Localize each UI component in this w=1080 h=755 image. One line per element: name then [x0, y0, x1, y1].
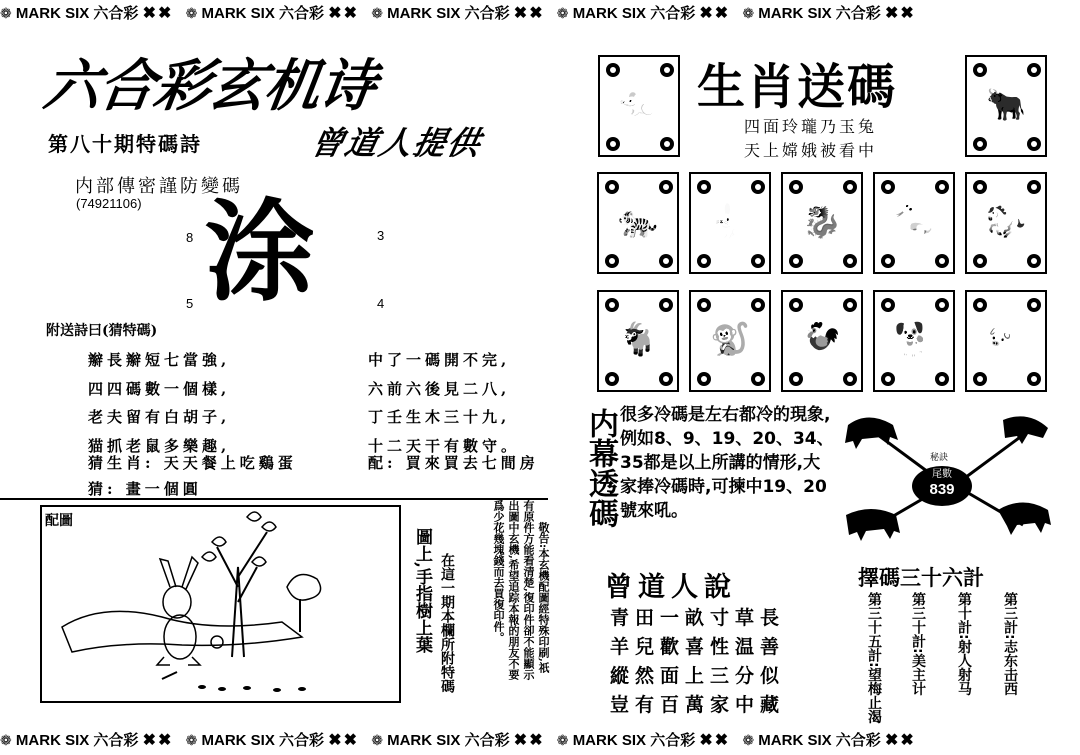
- card-corner-dot: [843, 254, 857, 268]
- card-corner-dot: [751, 254, 765, 268]
- section-divider: [0, 498, 548, 500]
- saying-line: 縱然面上三分似: [610, 665, 786, 687]
- cross-icon: ✖✖: [513, 732, 545, 749]
- poem-line: 四四碼數一個樣,: [88, 379, 231, 398]
- brand-cjk: 六合彩: [835, 4, 881, 22]
- corner-number-br: 4: [377, 296, 385, 311]
- strategy-item: 第三十計:美主计: [910, 592, 926, 696]
- cross-icon: ✖✖: [328, 732, 360, 749]
- poem-line: 猫抓老鼠多樂趣,: [88, 436, 231, 455]
- saying-verse: [610, 604, 785, 720]
- picture-caption-1: 在這一期本欄所附特碼: [439, 553, 455, 693]
- brand-text: MARK SIX: [201, 5, 275, 22]
- brand-text: MARK SIX: [201, 732, 275, 749]
- cross-icon: ✖✖: [884, 732, 916, 749]
- flower-icon: ❁: [0, 5, 12, 21]
- brand-cjk: 六合彩: [464, 731, 510, 749]
- corner-number-tr: 3: [377, 228, 385, 243]
- inside-code-title: 内幕透碼: [583, 408, 618, 528]
- card-corner-dot: [1027, 254, 1041, 268]
- card-corner-dot: [843, 180, 857, 194]
- card-corner-dot: [751, 372, 765, 386]
- brand-text: MARK SIX: [387, 732, 461, 749]
- brand-cjk: 六合彩: [650, 731, 696, 749]
- zodiac-title: 生肖送碼: [697, 59, 898, 115]
- picture-caption-2: 圖上,手指樹上葉: [412, 528, 432, 653]
- brand-cjk: 六合彩: [93, 4, 139, 22]
- card-corner-dot: [697, 180, 711, 194]
- poem-line: 老夫留有白胡子,: [88, 408, 231, 426]
- riddle-character: 涂: [205, 188, 315, 316]
- horse-icon: 🐎: [986, 202, 1026, 240]
- poem-line: 十二天干有數守。: [368, 436, 521, 455]
- card-corner-dot: [659, 180, 673, 194]
- tail-label: 尾數: [932, 469, 952, 480]
- card-corner-dot: [973, 254, 987, 268]
- brand-text: MARK SIX: [758, 732, 832, 749]
- poem-right-column: [368, 346, 520, 460]
- card-corner-dot: [1027, 180, 1041, 194]
- flower-icon: ❁: [742, 5, 755, 21]
- saying-line: 青田一畝寸草長: [610, 607, 786, 629]
- flower-icon: ❁: [0, 732, 12, 748]
- brand-cjk: 六合彩: [650, 4, 696, 22]
- cross-icon: ✖✖: [699, 5, 731, 22]
- gift-poem-label: 附送詩曰(猜特碼): [46, 323, 158, 339]
- poem-line: 六前六後見二八,: [368, 379, 511, 398]
- card-corner-dot: [973, 137, 987, 151]
- poem-line: 中了一碼開不完,: [368, 351, 511, 369]
- issue-heading: 第八十期特碼詩: [48, 132, 202, 156]
- card-corner-dot: [606, 137, 620, 151]
- saying-line: 豈有百萬家中藏: [610, 694, 786, 716]
- answer-pair: 配: 買來買去七間房: [368, 454, 539, 472]
- card-corner-dot: [973, 63, 987, 77]
- picture-label: 配圖: [45, 513, 73, 529]
- flower-icon: ❁: [185, 5, 198, 21]
- card-corner-dot: [789, 254, 803, 268]
- bottom-border-strip: [0, 727, 1080, 753]
- zodiac-card-horse: [965, 172, 1047, 274]
- card-corner-dot: [659, 298, 673, 312]
- card-corner-dot: [789, 180, 803, 194]
- tail-number-badge: [912, 466, 972, 506]
- zodiac-card-goat: [597, 290, 679, 392]
- zodiac-card-rabbit: [689, 172, 771, 274]
- card-corner-dot: [751, 180, 765, 194]
- brand-cjk: 六合彩: [279, 4, 325, 22]
- strategy-item: 第十計:射人射马: [956, 592, 972, 696]
- poem-line: 辮長辮短七當強,: [88, 351, 231, 369]
- cross-icon: ✖✖: [328, 5, 360, 22]
- corner-number-tl: 8: [186, 230, 194, 245]
- card-corner-dot: [881, 372, 895, 386]
- dog-icon: 🐕: [894, 320, 934, 358]
- card-corner-dot: [660, 137, 674, 151]
- card-corner-dot: [606, 63, 620, 77]
- brand-cjk: 六合彩: [464, 4, 510, 22]
- brand-cjk: 六合彩: [835, 731, 881, 749]
- flower-icon: ❁: [185, 732, 198, 748]
- picture-box: [40, 505, 401, 703]
- rabbit-icon: 🐇: [710, 202, 750, 240]
- cross-icon: ✖✖: [513, 5, 545, 22]
- ox-icon: 🐂: [986, 85, 1026, 123]
- answer-riddle: 猜: 畫一個圓: [88, 480, 202, 498]
- zodiac-card-rat: [598, 55, 680, 157]
- zodiac-card-monkey: [689, 290, 771, 392]
- card-corner-dot: [659, 254, 673, 268]
- card-corner-dot: [789, 372, 803, 386]
- dragon-icon: 🐉: [802, 202, 842, 240]
- zodiac-card-ox: [965, 55, 1047, 157]
- card-corner-dot: [973, 180, 987, 194]
- card-corner-dot: [1027, 63, 1041, 77]
- card-corner-dot: [935, 372, 949, 386]
- card-corner-dot: [697, 298, 711, 312]
- card-corner-dot: [605, 298, 619, 312]
- card-corner-dot: [697, 254, 711, 268]
- zodiac-verse-2: 天上嫦娥被看中: [744, 141, 878, 160]
- poem-left-column: [88, 346, 230, 460]
- card-corner-dot: [973, 372, 987, 386]
- code-number: (74921106): [76, 196, 142, 211]
- card-corner-dot: [697, 372, 711, 386]
- card-corner-dot: [935, 254, 949, 268]
- card-corner-dot: [605, 254, 619, 268]
- brand-text: MARK SIX: [15, 5, 90, 22]
- brand-cjk: 六合彩: [279, 731, 325, 749]
- cross-icon: ✖✖: [142, 5, 174, 22]
- top-border-strip: [0, 0, 1080, 26]
- saying-title: 曾道人說: [605, 572, 737, 603]
- zodiac-card-pig: [965, 290, 1047, 392]
- brand-cjk: 六合彩: [93, 731, 139, 749]
- card-corner-dot: [660, 63, 674, 77]
- brand-text: MARK SIX: [572, 732, 647, 749]
- card-corner-dot: [935, 298, 949, 312]
- tail-number: 839: [929, 481, 955, 498]
- cross-icon: ✖✖: [699, 732, 731, 749]
- card-corner-dot: [751, 298, 765, 312]
- rat-icon: 🐀: [619, 85, 659, 123]
- rabbit-tree-illustration: [42, 507, 399, 701]
- brand-text: MARK SIX: [758, 5, 832, 22]
- zodiac-card-rooster: [781, 290, 863, 392]
- pig-icon: 🐖: [986, 320, 1026, 358]
- card-corner-dot: [843, 298, 857, 312]
- poem-line: 丁壬生木三十九,: [368, 408, 511, 426]
- notice-line-2: 有原件方能看清楚,復印件卻不能顯示: [522, 500, 535, 680]
- card-corner-dot: [881, 298, 895, 312]
- zodiac-card-dragon: [781, 172, 863, 274]
- provider-heading: 曾道人提供: [307, 124, 486, 162]
- brand-text: MARK SIX: [15, 732, 90, 749]
- secret-notice: 内部傳密謹防變碼: [75, 176, 243, 197]
- notice-line-1: 敬告:本玄機配圖經特殊印刷,祇: [537, 522, 550, 673]
- notice-line-4: 爲少花幾塊錢而去買復印件。: [492, 500, 505, 643]
- zodiac-card-snake: [873, 172, 955, 274]
- strategy-item: 第三十五計:望梅止渴: [866, 592, 882, 724]
- page-title: 六合彩玄机诗: [39, 54, 379, 119]
- flower-icon: ❁: [371, 5, 383, 21]
- card-corner-dot: [973, 298, 987, 312]
- notice-line-3: 出圖中玄機,希望追踪本報的朋友不要: [507, 500, 520, 680]
- card-corner-dot: [605, 372, 619, 386]
- card-corner-dot: [605, 180, 619, 194]
- snake-icon: 🐍: [894, 202, 934, 240]
- card-corner-dot: [1027, 372, 1041, 386]
- card-corner-dot: [1027, 298, 1041, 312]
- flower-icon: ❁: [556, 732, 569, 748]
- strategy-title: 擇碼三十六計: [858, 566, 984, 590]
- card-corner-dot: [881, 180, 895, 194]
- cross-icon: ✖✖: [142, 732, 174, 749]
- card-corner-dot: [843, 372, 857, 386]
- goat-icon: 🐐: [618, 320, 658, 358]
- card-corner-dot: [1027, 137, 1041, 151]
- card-corner-dot: [935, 180, 949, 194]
- saying-line: 羊兒歡喜性温善: [610, 636, 786, 658]
- brand-text: MARK SIX: [387, 5, 461, 22]
- card-corner-dot: [789, 298, 803, 312]
- zodiac-verse-1: 四面玲瓏乃玉兔: [744, 117, 878, 136]
- zodiac-card-dog: [873, 290, 955, 392]
- strategy-item: 第三計:志东击西: [1002, 592, 1018, 696]
- flower-icon: ❁: [371, 732, 383, 748]
- card-corner-dot: [659, 372, 673, 386]
- corner-number-bl: 5: [186, 296, 194, 311]
- tiger-icon: 🐅: [618, 202, 658, 240]
- answer-zodiac: 猜生肖: 天天餐上吃鷄蛋: [88, 454, 297, 472]
- zodiac-card-tiger: [597, 172, 679, 274]
- flower-icon: ❁: [556, 5, 569, 21]
- monkey-icon: 🐒: [710, 320, 750, 358]
- tail-top-label: 秘訣: [930, 453, 949, 463]
- brand-text: MARK SIX: [572, 5, 647, 22]
- flower-icon: ❁: [742, 732, 755, 748]
- rooster-icon: 🐓: [802, 320, 842, 358]
- cross-icon: ✖✖: [884, 5, 916, 22]
- card-corner-dot: [881, 254, 895, 268]
- cold-number-text: 很多冷碼是左右都冷的現象,例如8、9、19、20、34、35都是以上所講的情形,大家捧冷碼時,可揀中19、20號來吼。: [620, 405, 834, 521]
